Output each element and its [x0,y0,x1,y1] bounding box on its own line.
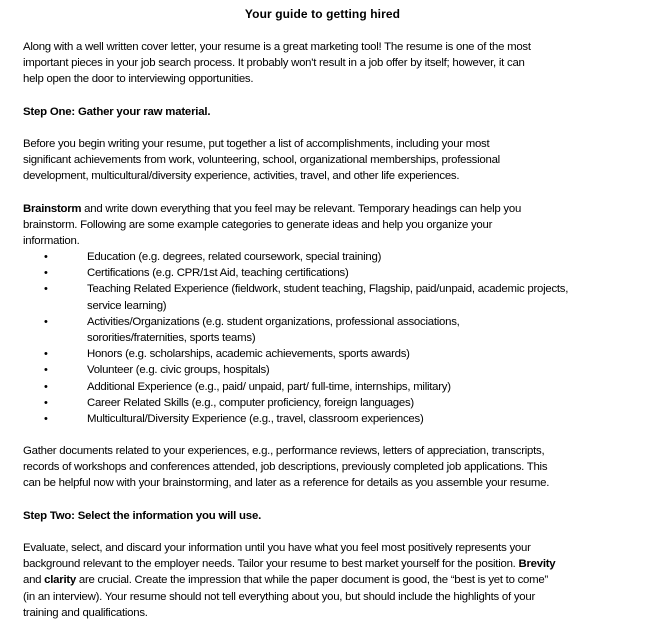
list-item-text [87,249,645,265]
brainstorm-line: brainstorm. Following are some example categories to generate ideas and help you organize your [23,219,493,232]
document-title: Your guide to getting hired [244,7,401,21]
list-item-line: Teaching Related Experience (fieldwork, student teaching, Flagship, paid/unpaid, academic projects, [87,283,569,296]
list-item-multicultural [0,411,645,427]
list-item-line: sororities/fraternities, sports teams) [87,332,256,345]
list-item-teaching-experience [0,281,645,313]
documents-paragraph [23,443,549,492]
brainstorm-bold-word: Brainstorm [23,203,82,215]
paragraph-line: can be helpful now with your brainstorming, and later as a reference for details as you assemble your resume. [23,477,550,490]
bullet-icon: • [44,251,48,263]
list-item-line: Honors (e.g. scholarships, academic achievements, sports awards) [87,348,410,361]
list-item-volunteer [0,362,645,378]
accomplishments-paragraph [23,136,500,185]
brainstorm-line: information. [23,235,80,248]
list-item-line: Certifications (e.g. CPR/1st Aid, teaching certifications) [87,267,349,280]
list-item-text [87,281,645,313]
clarity-bold-word: clarity [44,574,76,587]
bullet-icon: • [44,283,48,296]
list-item-line: Activities/Organizations (e.g. student organizations, professional associations, [87,315,460,328]
paragraph-line-text: and [23,574,45,587]
list-item-additional-experience [0,379,645,395]
paragraph-line: records of workshops and conferences attended, job descriptions, previously completed job applications. This [23,461,548,474]
list-item-text [87,265,645,281]
list-item-text [87,362,645,378]
bullet-icon: • [44,364,48,377]
list-item-text [87,314,645,346]
list-item-line: Volunteer (e.g. civic groups, hospitals) [87,364,270,377]
step-one-heading: Step One: Gather your raw material. [23,106,211,118]
list-item-text [87,411,645,427]
bullet-icon: • [44,380,48,393]
paragraph-line [23,556,555,572]
bullet-icon: • [44,413,48,426]
list-item-line: Education (e.g. degrees, related coursework, special training) [87,251,382,263]
intro-line: help open the door to interviewing opportunities. [23,73,254,86]
step-two-heading: Step Two: Select the information you will use. [23,510,262,522]
bullet-icon: • [44,348,48,361]
intro-line: important pieces in your job search process. It probably won't result in a job offer by itself; however, it can [23,57,525,70]
category-list [0,249,645,427]
brainstorm-line-text: and write down everything that you feel may be relevant. Temporary headings can help you [81,203,522,215]
paragraph-line [23,572,555,588]
paragraph-line: development, multicultural/diversity experience, activities, travel, and other life experiences. [23,170,460,183]
select-information-paragraph [23,540,555,621]
paragraph-line-text: background relevant to the employer needs. Tailor your resume to best market yourself for the position. [23,558,519,571]
list-item-line: service learning) [87,299,167,312]
brainstorm-paragraph [23,201,521,250]
paragraph-line: (in an interview). Your resume should not tell everything about you, but should include the highlights of your [23,590,535,603]
list-item-career-skills [0,395,645,411]
list-item-honors [0,346,645,362]
list-item-text [87,379,645,395]
paragraph-line-text: are crucial. Create the impression that while the paper document is good, the “best is yet to come” [75,574,548,587]
bullet-icon: • [44,267,48,280]
list-item-line: Career Related Skills (e.g., computer proficiency, foreign languages) [87,396,414,409]
intro-line: Along with a well written cover letter, your resume is a great marketing tool! The resume is one of the most [23,41,531,53]
brevity-bold-word: Brevity [518,558,556,571]
paragraph-line: Gather documents related to your experiences, e.g., performance reviews, letters of appreciation, transcripts, [23,445,545,457]
paragraph-line: Before you begin writing your resume, put together a list of accomplishments, including your most [23,138,490,150]
list-item-activities [0,314,645,346]
list-item-certifications [0,265,645,281]
bullet-icon: • [44,396,48,409]
list-item-education [0,249,645,265]
list-item-text [87,346,645,362]
list-item-text [87,395,645,411]
list-item-line: Additional Experience (e.g., paid/ unpaid, part/ full-time, internships, military) [87,380,451,393]
intro-paragraph [23,39,531,88]
paragraph-line: Evaluate, select, and discard your information until you have what you feel most positively represents your [23,542,531,554]
list-item-line: Multicultural/Diversity Experience (e.g., travel, classroom experiences) [87,413,424,426]
brainstorm-line [23,201,521,217]
bullet-icon: • [44,315,48,328]
paragraph-line: training and qualifications. [23,606,148,619]
paragraph-line: significant achievements from work, volunteering, school, organizational memberships, professional [23,154,500,167]
